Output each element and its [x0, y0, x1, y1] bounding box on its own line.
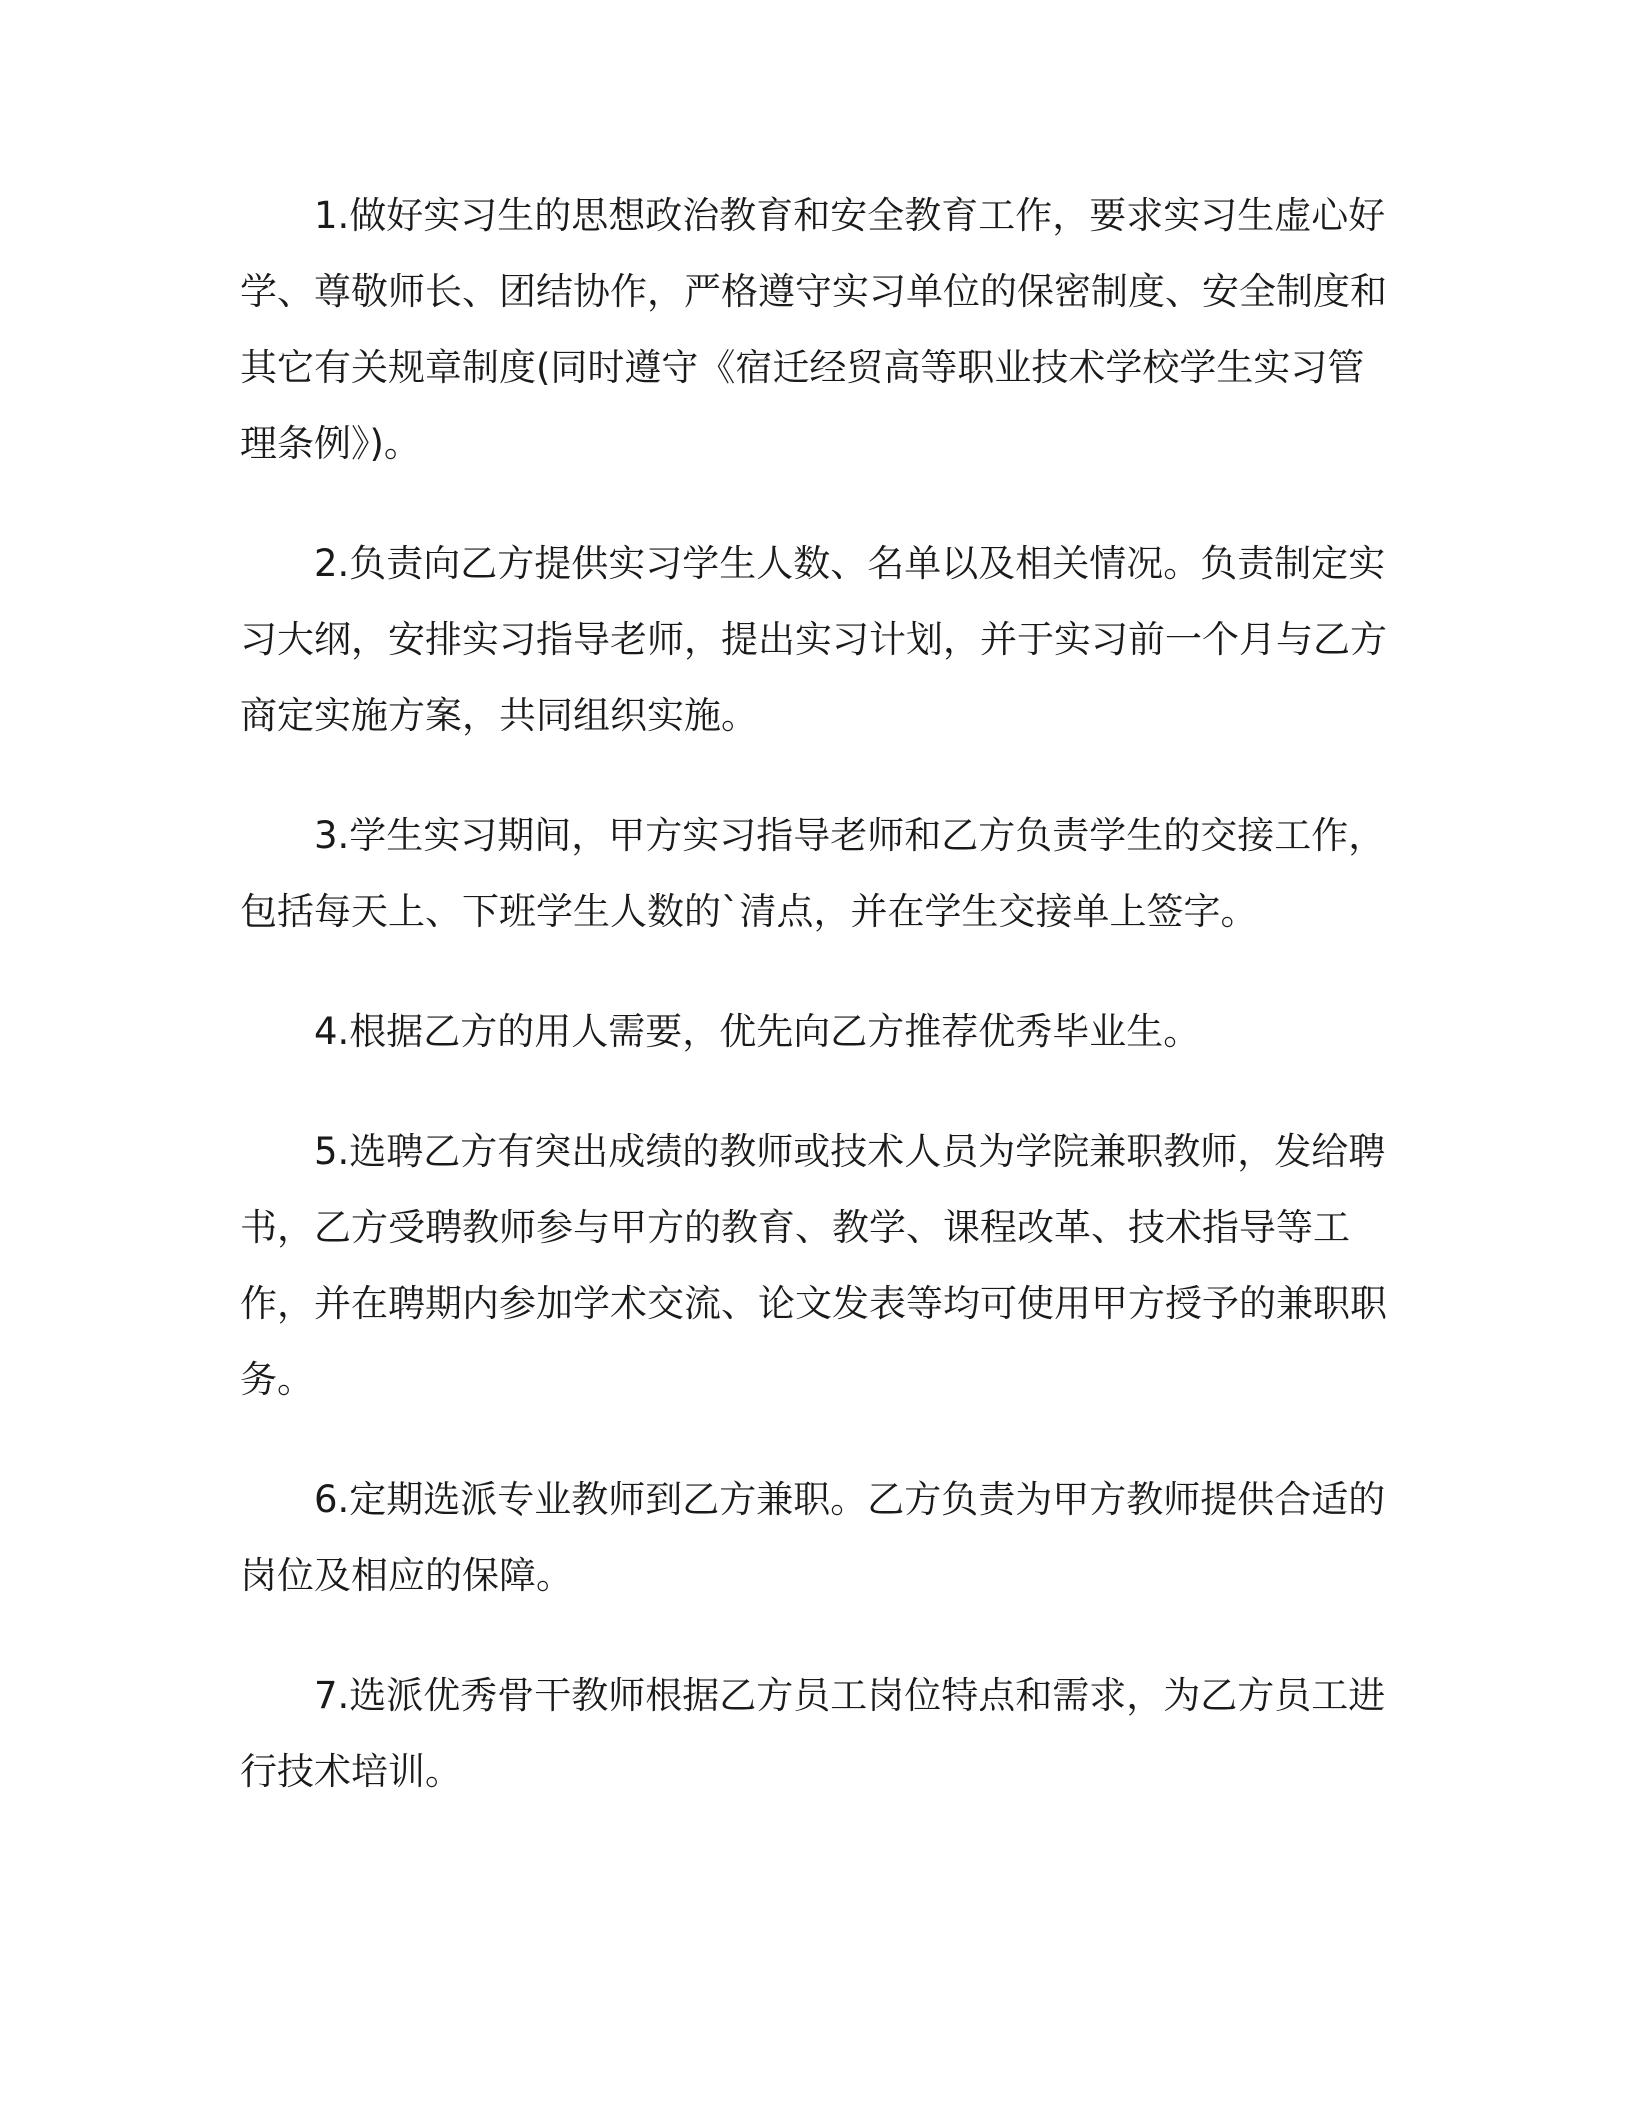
paragraph-7: 7.选派优秀骨干教师根据乙方员工岗位特点和需求，为乙方员工进行技术培训。: [240, 1674, 1386, 1793]
paragraph-2: 2.负责向乙方提供实习学生人数、名单以及相关情况。负责制定实习大纲，安排实习指导老师，提出实习计划，并于实习前一个月与乙方商定实施方案，共同组织实施。: [240, 542, 1387, 737]
paragraph-6: 6.定期选派专业教师到乙方兼职。乙方负责为甲方教师提供合适的岗位及相应的保障。: [240, 1478, 1386, 1597]
document-body: [240, 178, 1390, 1854]
paragraph-3: 3.学生实习期间，甲方实习指导老师和乙方负责学生的交接工作，包括每天上、下班学生人数的`清点，并在学生交接单上签字。: [240, 814, 1386, 933]
paragraph-4: 4.根据乙方的用人需要，优先向乙方推荐优秀毕业生。: [314, 1010, 1201, 1053]
paragraph-1: 1.做好实习生的思想政治教育和安全教育工作，要求实习生虚心好学、尊敬师长、团结协作，严格遵守实习单位的保密制度、安全制度和其它有关规章制度(同时遵守《宿迁经贸高等职业技术学校学生实习管理条例》)。: [240, 194, 1387, 465]
paragraph-5: 5.选聘乙方有突出成绩的教师或技术人员为学院兼职教师，发给聘书，乙方受聘教师参与甲方的教育、教学、课程改革、技术指导等工作，并在聘期内参加学术交流、论文发表等均可使用甲方授予的兼职职务。: [240, 1130, 1387, 1401]
